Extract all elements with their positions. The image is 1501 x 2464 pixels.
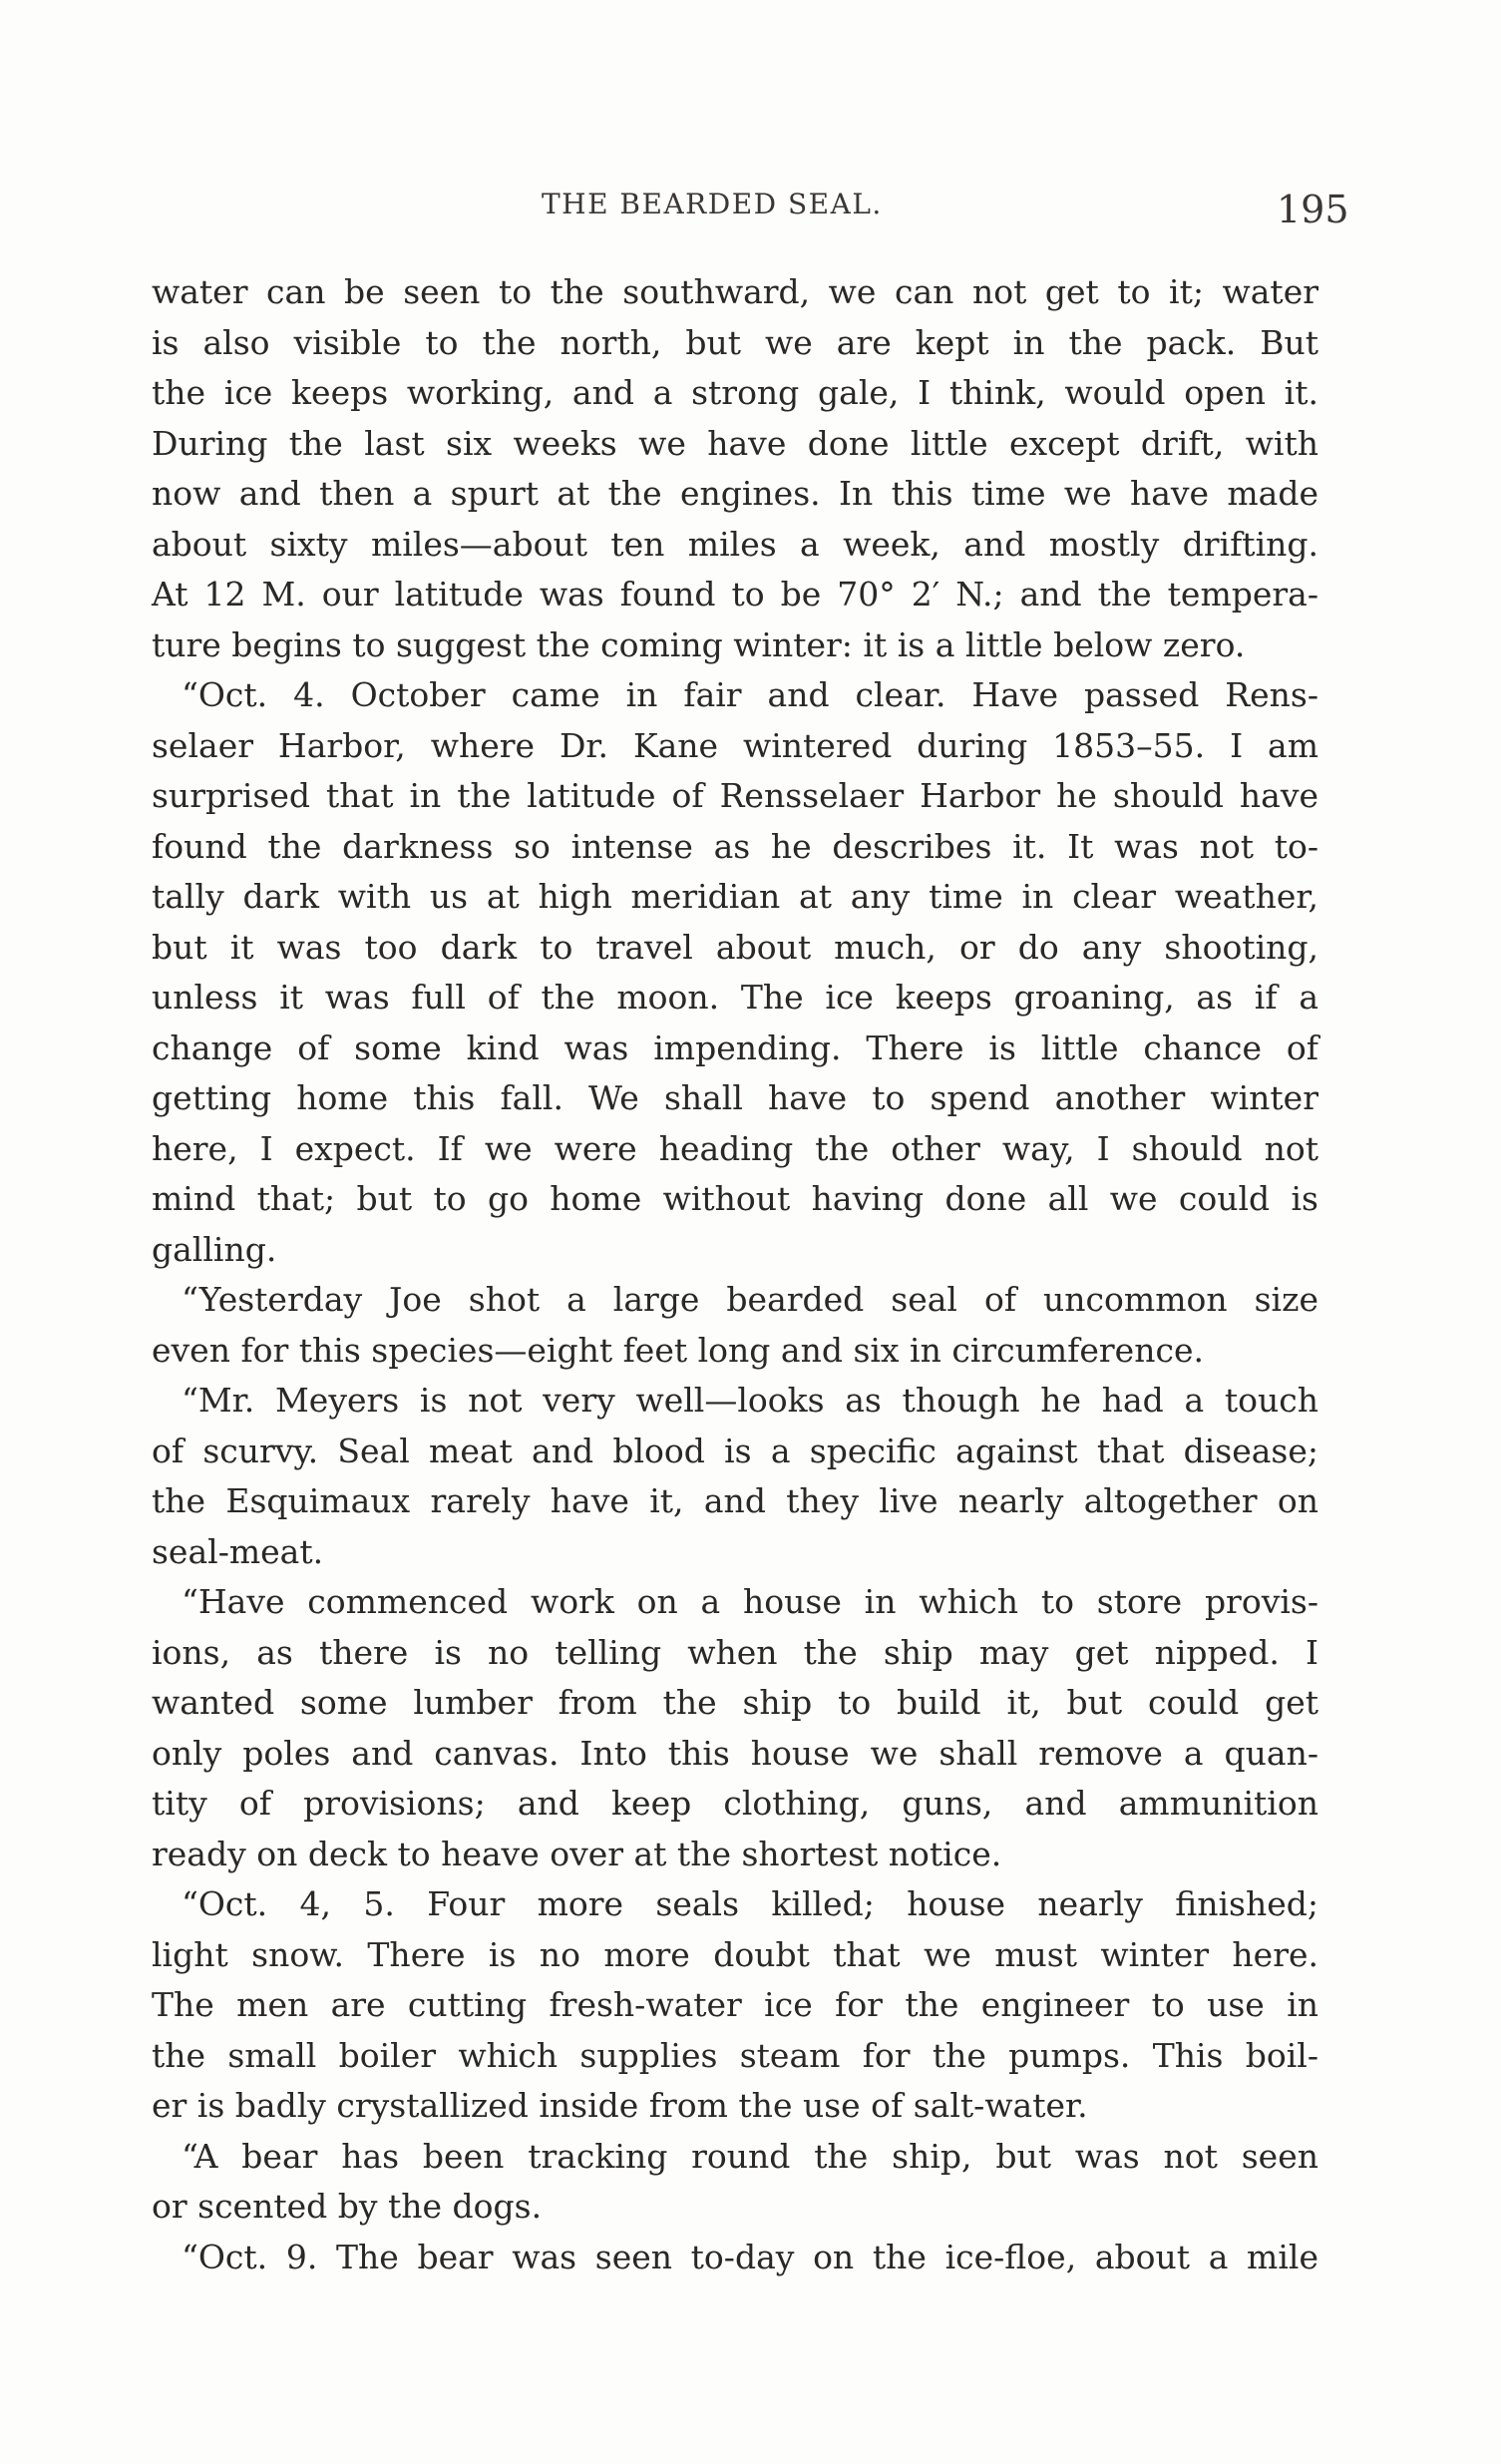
text-line: “Oct. 4, 5. Four more seals killed; house nearly finished; xyxy=(182,1884,1318,1923)
text-line: “Oct. 4. October came in fair and clear. Have passed Rens- xyxy=(182,675,1318,714)
text-line: The men are cutting fresh-water ice for the engineer to use in xyxy=(152,1985,1318,2024)
text-line: but it was too dark to travel about much, or do any shooting, xyxy=(152,927,1318,967)
text-line: During the last six weeks we have done little except drift, with xyxy=(152,423,1318,463)
text-line: At 12 M. our latitude was found to be 70° 2′ N.; and the tempera- xyxy=(152,575,1318,614)
text-line: surprised that in the latitude of Rensselaer Harbor he should have xyxy=(152,776,1318,815)
text-line: “Have commenced work on a house in which to store provis- xyxy=(182,1582,1318,1621)
text-line: galling. xyxy=(152,1229,277,1269)
text-line: unless it was full of the moon. The ice keeps groaning, as if a xyxy=(152,978,1318,1017)
text-line: “Yesterday Joe shot a large bearded seal of uncommon size xyxy=(182,1280,1318,1319)
text-line: getting home this fall. We shall have to spend another winter xyxy=(152,1078,1318,1117)
text-line: “A bear has been tracking round the ship, but was not seen xyxy=(182,2136,1318,2176)
text-line: or scented by the dogs. xyxy=(152,2187,543,2226)
text-line: about sixty miles—about ten miles a week, and mostly drifting. xyxy=(152,524,1318,564)
text-line: seal-meat. xyxy=(152,1531,324,1571)
text-line: water can be seen to the southward, we can not get to it; water xyxy=(152,272,1318,311)
text-line: “Oct. 9. The bear was seen to-day on the ice-floe, about a mile xyxy=(182,2237,1318,2276)
text-line: tity of provisions; and keep clothing, guns, and ammunition xyxy=(152,1784,1318,1823)
text-line: now and then a spurt at the engines. In this time we have made xyxy=(152,474,1318,513)
text-line: only poles and canvas. Into this house we shall remove a quan- xyxy=(152,1733,1318,1773)
text-line: light snow. There is no more doubt that we must winter here. xyxy=(152,1934,1318,1974)
text-line: “Mr. Meyers is not very well—looks as though he had a touch xyxy=(182,1381,1318,1420)
text-line: the small boiler which supplies steam for the pumps. This boil- xyxy=(152,2035,1318,2075)
text-line: change of some kind was impending. There is little chance of xyxy=(152,1027,1318,1067)
text-line: even for this species—eight feet long and six in circumference. xyxy=(152,1330,1204,1370)
page-number: 195 xyxy=(1277,188,1349,231)
text-line: is also visible to the north, but we are kept in the pack. But xyxy=(152,322,1318,362)
text-line: mind that; but to go home without having done all we could is xyxy=(152,1179,1318,1218)
text-line: the ice keeps working, and a strong gale, I think, would open it. xyxy=(152,373,1318,412)
text-line: found the darkness so intense as he describes it. It was not to- xyxy=(152,826,1318,866)
text-line: here, I expect. If we were heading the other way, I should not xyxy=(152,1128,1318,1168)
body-text xyxy=(152,267,1318,2282)
text-line: ture begins to suggest the coming winter: it is a little below zero. xyxy=(152,624,1246,664)
running-title: THE BEARDED SEAL. xyxy=(542,188,883,220)
text-line: the Esquimaux rarely have it, and they live nearly altogether on xyxy=(152,1481,1318,1520)
text-line: of scurvy. Seal meat and blood is a specific against that disease; xyxy=(152,1431,1318,1470)
text-line: er is badly crystallized inside from the use of salt-water. xyxy=(152,2086,1088,2125)
text-line: tally dark with us at high meridian at any time in clear weather, xyxy=(152,877,1318,916)
text-line: ions, as there is no telling when the ship may get nipped. I xyxy=(152,1632,1318,1672)
text-line: ready on deck to heave over at the shortest notice. xyxy=(152,1834,1002,1873)
text-line: wanted some lumber from the ship to build it, but could get xyxy=(152,1683,1318,1722)
text-line: selaer Harbor, where Dr. Kane wintered during 1853–55. I am xyxy=(152,725,1318,765)
